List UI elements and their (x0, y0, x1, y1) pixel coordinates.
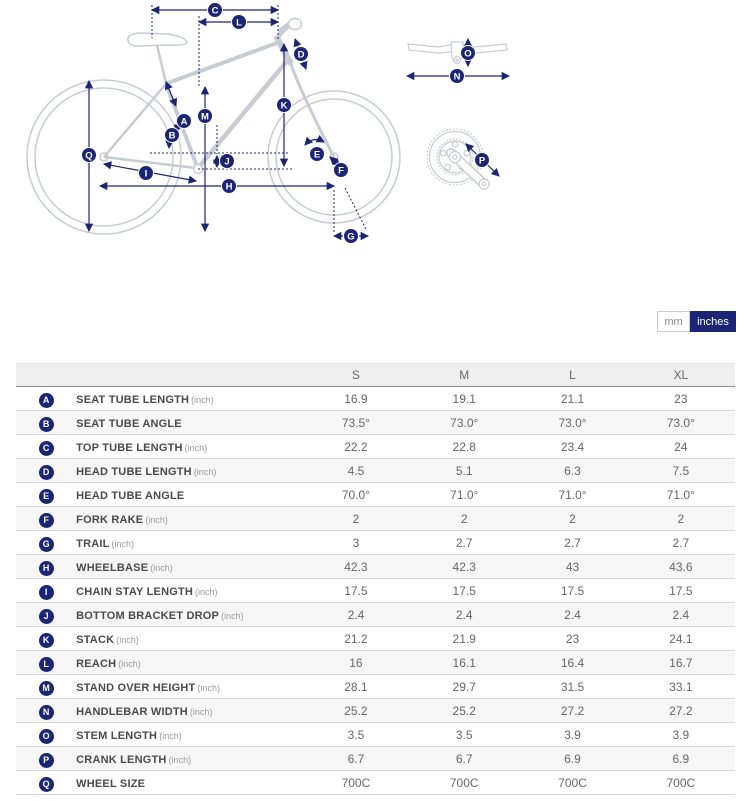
badge-M (198, 109, 213, 124)
row-letter-badge: F (39, 513, 54, 528)
size-value-cell: 700C (666, 775, 696, 790)
unit-mm-button[interactable]: mm (657, 311, 690, 332)
size-value-cell: 2.4 (564, 607, 581, 622)
badge-L (232, 15, 247, 30)
row-label: STEM LENGTH (76, 729, 158, 742)
size-value-cell: 73.0° (666, 415, 695, 430)
svg-text:Q: Q (85, 150, 93, 162)
size-value-cell: 2 (677, 511, 685, 526)
size-value-cell: 7.5 (672, 463, 690, 478)
row-letter-badge: K (39, 633, 54, 648)
badge-G (344, 229, 359, 244)
svg-text:C: C (211, 5, 219, 17)
row-label: SEAT TUBE LENGTH (76, 393, 190, 406)
table-row (16, 411, 735, 435)
size-value-cell: 3 (352, 535, 360, 550)
size-value-cell: 25.2 (344, 703, 368, 718)
table-row (16, 603, 735, 627)
size-value-cell: 16.9 (344, 391, 368, 406)
size-value-cell: 73.0° (558, 415, 587, 430)
row-letter-badge: E (39, 489, 54, 504)
badge-O (461, 46, 476, 61)
badge-E (310, 147, 325, 162)
size-value-cell: 23 (674, 391, 688, 406)
row-label: CHAIN STAY LENGTH (76, 585, 194, 598)
size-value-cell: 2.4 (672, 607, 690, 622)
row-unit-label: (inch) (159, 730, 182, 741)
table-row (16, 699, 735, 723)
size-value-cell: 17.5 (344, 583, 368, 598)
dim-E-head-angle (305, 140, 324, 145)
size-value-cell: 24.1 (669, 631, 693, 646)
size-value-cell: 16.7 (669, 655, 693, 670)
size-value-cell: 27.2 (669, 703, 693, 718)
fork-line (290, 62, 334, 157)
badge-C (208, 3, 223, 18)
table-row (16, 483, 735, 507)
row-letter-badge: C (39, 441, 54, 456)
size-value-cell: 21.2 (344, 631, 368, 646)
row-label: TOP TUBE LENGTH (76, 441, 183, 454)
badge-N (450, 69, 465, 84)
size-value-cell: 71.0° (558, 487, 587, 502)
size-value-cell: 43.6 (669, 559, 693, 574)
svg-text:N: N (453, 71, 461, 83)
bike-frame-outline (27, 19, 400, 235)
size-value-cell: 33.1 (669, 679, 693, 694)
row-letter-badge: P (39, 753, 54, 768)
row-letter-badge: A (39, 393, 54, 408)
top-tube-line (165, 43, 277, 84)
svg-text:B: B (168, 130, 176, 142)
row-label: FORK RAKE (76, 513, 144, 526)
svg-text:P: P (478, 155, 486, 167)
size-value-cell: 700C (449, 775, 479, 790)
row-unit-label: (inch) (150, 562, 173, 573)
table-row (16, 387, 735, 411)
header-label-spacer (76, 364, 302, 387)
unit-inches-button[interactable]: inches (690, 311, 736, 332)
size-value-cell: 22.2 (344, 439, 368, 454)
table-row (16, 651, 735, 675)
size-value-cell: 70.0° (341, 487, 370, 502)
table-row (16, 555, 735, 579)
size-value-cell: 23.4 (560, 439, 585, 454)
badge-Q (82, 148, 97, 163)
size-value-cell: 25.2 (452, 703, 476, 718)
svg-text:M: M (201, 111, 209, 123)
size-value-cell: 3.9 (672, 727, 690, 742)
handlebar-grip-icon (289, 19, 302, 30)
row-label: HEAD TUBE LENGTH (76, 465, 192, 478)
row-letter-badge: G (39, 537, 54, 552)
row-label: HANDLEBAR WIDTH (76, 705, 188, 718)
row-letter-badge: N (39, 705, 54, 720)
table-row (16, 579, 735, 603)
size-value-cell: 6.9 (672, 751, 690, 766)
size-value-cell: 2 (460, 511, 468, 526)
row-unit-label: (inch) (195, 586, 218, 597)
badge-I (139, 166, 154, 181)
pedal-axle-icon (479, 179, 489, 189)
table-row (16, 723, 735, 747)
table-row (16, 771, 735, 795)
row-letter-badge: L (39, 657, 54, 672)
size-value-cell: 2.4 (455, 607, 473, 622)
badge-A (177, 114, 192, 129)
size-value-cell: 42.3 (452, 559, 476, 574)
size-value-cell: 2.7 (564, 535, 581, 550)
table-row (16, 627, 735, 651)
row-letter-badge: J (39, 609, 54, 624)
size-value-cell: 73.5° (341, 415, 370, 430)
size-value-cell: 2 (352, 511, 360, 526)
row-letter-badge: D (39, 465, 54, 480)
size-value-cell: 700C (558, 775, 587, 790)
saddle-icon (128, 33, 187, 46)
size-value-cell: 31.5 (560, 679, 585, 694)
header-size-m: M (410, 364, 518, 387)
table-row (16, 531, 735, 555)
size-value-cell: 29.7 (452, 679, 476, 694)
table-row (16, 459, 735, 483)
size-value-cell: 22.8 (452, 439, 476, 454)
badge-K (277, 98, 292, 113)
size-value-cell: 6.3 (564, 463, 581, 478)
header-badge-spacer (16, 364, 76, 387)
size-value-cell: 71.0° (666, 487, 695, 502)
row-unit-label: (inch) (168, 754, 192, 765)
svg-text:K: K (280, 100, 288, 112)
row-unit-label: (inch) (221, 610, 244, 621)
size-value-cell: 24 (674, 439, 688, 454)
size-value-cell: 6.7 (347, 751, 365, 766)
bike-geometry-diagram (0, 0, 751, 350)
size-value-cell: 27.2 (560, 703, 585, 718)
size-value-cell: 71.0° (450, 487, 479, 502)
row-label: HEAD TUBE ANGLE (76, 489, 185, 502)
badge-J (220, 154, 235, 169)
table-row (16, 747, 735, 771)
row-letter-badge: I (39, 585, 54, 600)
size-value-cell: 3.9 (564, 727, 581, 742)
size-value-cell: 3.5 (455, 727, 473, 742)
handlebar-top-view (408, 42, 507, 64)
size-value-cell: 16.4 (560, 655, 585, 670)
size-value-cell: 6.9 (564, 751, 581, 766)
header-size-s: S (302, 364, 410, 387)
size-value-cell: 700C (341, 775, 371, 790)
row-letter-badge: Q (39, 777, 54, 792)
svg-text:L: L (236, 17, 242, 29)
svg-text:O: O (464, 48, 472, 60)
size-value-cell: 16.1 (452, 655, 476, 670)
badge-P (475, 153, 490, 168)
badge-H (222, 179, 237, 194)
size-value-cell: 16 (349, 655, 363, 670)
row-letter-badge: O (39, 729, 54, 744)
row-unit-label: (inch) (145, 514, 168, 525)
row-label: WHEELBASE (76, 561, 149, 574)
table-row (16, 507, 735, 531)
row-unit-label: (inch) (116, 634, 139, 645)
svg-text:I: I (144, 168, 148, 180)
size-value-cell: 19.1 (452, 391, 476, 406)
svg-text:F: F (338, 165, 344, 177)
svg-text:D: D (297, 49, 305, 61)
size-value-cell: 73.0° (450, 415, 479, 430)
badge-D (294, 47, 309, 62)
size-value-cell: 21.1 (560, 391, 585, 406)
row-unit-label: (inch) (118, 658, 141, 669)
row-label: SEAT TUBE ANGLE (76, 417, 182, 430)
svg-text:E: E (313, 149, 321, 161)
unit-toggle (657, 311, 736, 332)
size-value-cell: 4.5 (347, 463, 365, 478)
row-letter-badge: B (39, 417, 54, 432)
table-row (16, 675, 735, 699)
size-value-cell: 3.5 (347, 727, 365, 742)
size-value-cell: 42.3 (344, 559, 368, 574)
geometry-table-header (16, 364, 735, 387)
row-letter-badge: M (39, 681, 54, 696)
svg-text:G: G (347, 231, 355, 243)
row-unit-label: (inch) (191, 394, 214, 405)
row-label: STAND OVER HEIGHT (76, 681, 196, 694)
geometry-table-body (16, 387, 735, 795)
row-unit-label: (inch) (193, 466, 217, 477)
header-size-xl: XL (627, 364, 735, 387)
row-label: WHEEL SIZE (76, 777, 146, 790)
badge-B (165, 128, 180, 143)
size-value-cell: 5.1 (455, 463, 473, 478)
row-label: STACK (76, 633, 115, 646)
size-value-cell: 2.7 (672, 535, 690, 550)
size-value-cell: 21.9 (452, 631, 476, 646)
row-unit-label: (inch) (197, 682, 220, 693)
row-label: REACH (76, 657, 117, 670)
size-value-cell: 2 (569, 511, 576, 526)
size-value-cell: 43 (565, 559, 580, 574)
row-label: TRAIL (76, 537, 110, 550)
header-size-l: L (518, 364, 626, 387)
size-value-cell: 17.5 (560, 583, 585, 598)
row-unit-label: (inch) (111, 538, 135, 549)
size-value-cell: 17.5 (669, 583, 693, 598)
row-unit-label: (inch) (189, 706, 213, 717)
size-value-cell: 2.4 (347, 607, 365, 622)
row-label: CRANK LENGTH (76, 753, 167, 766)
geometry-table (16, 363, 735, 795)
svg-text:A: A (180, 116, 188, 128)
size-value-cell: 28.1 (344, 679, 368, 694)
badge-F (334, 163, 349, 178)
size-value-cell: 6.7 (455, 751, 473, 766)
seatpost-line (157, 45, 166, 83)
row-label: BOTTOM BRACKET DROP (76, 609, 220, 622)
size-value-cell: 2.7 (455, 535, 473, 550)
size-value-cell: 23 (565, 631, 580, 646)
svg-text:H: H (225, 181, 233, 193)
row-unit-label: (inch) (184, 442, 208, 453)
table-row (16, 435, 735, 459)
svg-text:J: J (224, 156, 230, 168)
row-letter-badge: H (39, 561, 54, 576)
size-value-cell: 17.5 (452, 583, 476, 598)
